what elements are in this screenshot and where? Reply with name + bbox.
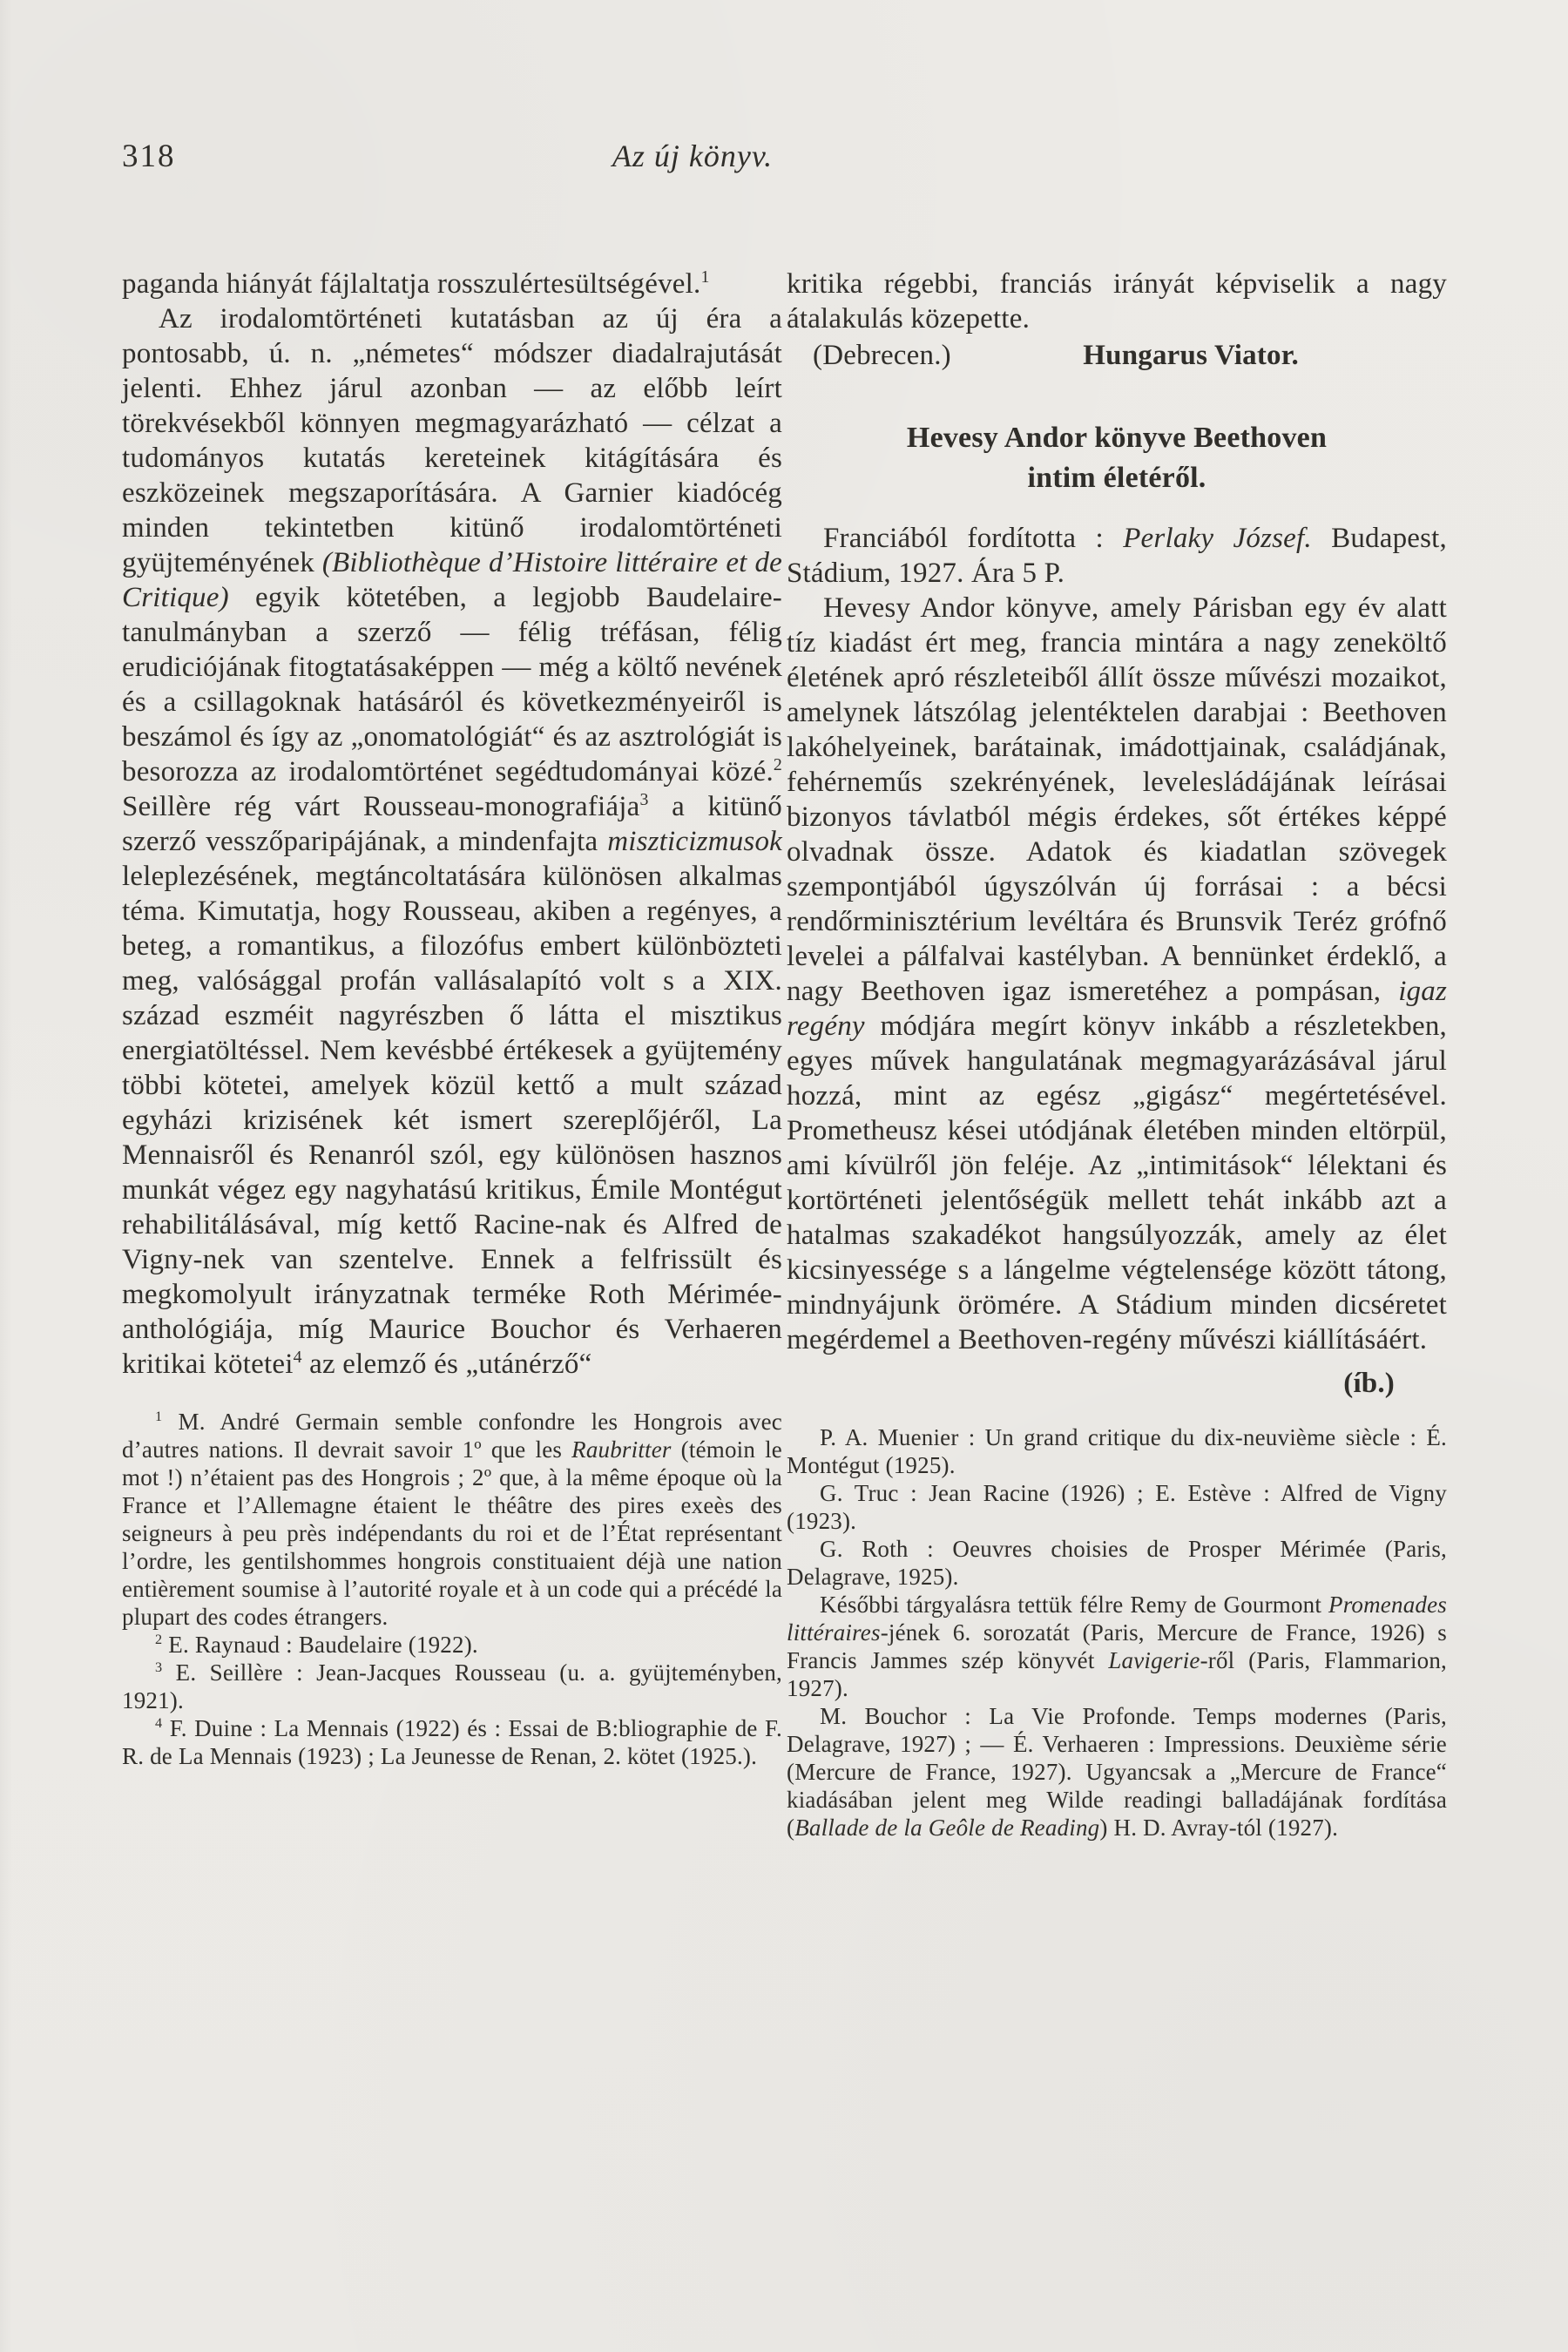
article-signature: (íb.) (1343, 1368, 1395, 1399)
right-intro-paragraph: kritika régebbi, franciás irányát képviselik a nagy átalakulás közepette. (787, 268, 1447, 335)
left-paragraph-continuation: paganda hiányát fájlaltatja rosszulértesültségével.$^1$ (122, 267, 710, 300)
article-title-line1: Hevesy Andor könyve Beethoven (906, 422, 1328, 454)
page-number: 318 (122, 139, 176, 174)
bibliography-item-4: Későbbi tárgyalásra tettük félre Remy de Gourmont Promenades littéraires-jének 6. sorozatát (Paris, Mercure de France, 1926) s Francis Jammes szép könyvét Lavigerie-ről (Paris, Flammarion, 1927). (787, 1592, 1447, 1701)
running-head: Az új könyv. (612, 139, 774, 173)
left-column (122, 267, 782, 1770)
bibliography-item-1: P. A. Muenier : Un grand critique du dix-neuvième siècle : É. Montégut (1925). (787, 1424, 1447, 1478)
bibliography-item-5: M. Bouchor : La Vie Profonde. Temps modernes (Paris, Delagrave, 1927) ; — É. Verhaeren : Impressions. Deuxième série (Mercure de France, 1927). Ugyancsak a „Mercure de France“ kiadásában jelent meg Wilde readingi balladájának fordítása (Ballade de la Geôle de Reading) H. D. Avray-tól (1927). (787, 1703, 1447, 1841)
left-paragraph-main: Az irodalomtörténeti kutatásban az új éra a pontosabb, ú. n. „németes“ módszer diadalrajutását jelenti. Ehhez járul azonban — az előbb leírt törekvésekből könnyen megmagyarázható — célzat a tudományos kutatás kereteinek kitágítására és eszközeinek megszaporítására. A Garnier kiadócég minden tekintetben kitünő irodalomtörténeti gyüjteményének (Bibliothèque d’Histoire littéraire et de Critique) egyik kötetében, a legjobb Baudelaire-tanulmányban a szerző — félig tréfásan, félig erudiciójának fitogtatásaképpen — még a költő nevének és a csillagoknak hatásáról és következményeiről is beszámol és így az „onomatológiát“ és az asztrológiát is besorozza az irodalomtörténet segédtudományai közé.$^2$ Seillère rég várt Rousseau-monografiája$^3$ a kitünő szerző vesszőparipájának, a mindenfajta miszticizmusok leleplezésének, megtáncoltatására különösen alkalmas téma. Kimutatja, hogy Rousseau, akiben a regényes, a beteg, a romantikus, a filozófus embert különbözteti meg, valósággal profán vallásalapító volt s a XIX. század eszméit nagyrészben ő látta el misztikus energiatöltéssel. Nem kevésbbé értékesek a gyüjtemény többi kötetei, amelyek közül kettő a mult század egyházi krizisének két ismert szereplőjéről, La Mennaisről és Renanról szól, egy különösen hasznos munkát végez egy nagyhatású kritikus, Émile Montégut rehabilitálásával, míg kettő Racine-nak és Alfred de Vigny-nek van szentelve. Ennek a felfrissült és megkomolyult irányzatnak terméke Roth Mérimée-anthológiája, míg Maurice Bouchor és Verhaeren kritikai kötetei$^4$ az elemző és „utánérző“ (122, 303, 782, 1380)
bibliography-item-3: G. Roth : Oeuvres choisies de Prosper Mérimée (Paris, Delagrave, 1925). (787, 1536, 1447, 1590)
byline-place: (Debrecen.) (813, 340, 951, 371)
footnote-3: $^3$ E. Seillère : Jean-Jacques Rousseau (u. a. gyüjteményben, 1921). (122, 1659, 782, 1713)
article-title (787, 418, 1447, 498)
footnotes-block (122, 1408, 782, 1770)
article-title-line2: intim életéről. (1027, 462, 1206, 494)
footnote-4: $^4$ F. Duine : La Mennais (1922) és : Essai de B:bliographie de F. R. de La Mennais (1923) ; La Jeunesse de Renan, 2. kötet (1925.). (122, 1715, 782, 1769)
byline-author: Hungarus Viator. (1083, 340, 1299, 371)
bibliography-block (787, 1423, 1447, 1842)
footnote-1: $^1$ M. André Germain semble confondre les Hongrois avec d’autres nations. Il devrait savoir 1º que les Raubritter (témoin le mot !) n’étaient pas des Hongrois ; 2º que, à la même époque où la France et l’Allemagne étaient le théâtre des pires exeès des seigneurs à peu près indépendants du roi et de l’État représentant l’ordre, les gentilshommes hongrois constituaient déjà une nation entièrement soumise à l’autorité royale et à un code qui a précédé la plupart des codes étrangers. (122, 1409, 782, 1630)
article-imprint: Franciából fordította : Perlaky József. Budapest, Stádium, 1927. Ára 5 P. (787, 523, 1447, 589)
bibliography-item-2: G. Truc : Jean Racine (1926) ; E. Estève : Alfred de Vigny (1923). (787, 1480, 1447, 1534)
article-body: Hevesy Andor könyve, amely Párisban egy év alatt tíz kiadást ért meg, francia mintára a nagy zeneköltő életének apró részleteiből állít össze művészi mozaikot, amelynek látszólag jelentéktelen darabjai : Beethoven lakóhelyeinek, barátainak, imádottjainak, családjának, fehérneműs szekrényének, levelesládájának leírásai bizonyos távlatból mégis érdekes, sőt értékes képpé olvadnak össze. Adatok és kiadatlan szövegek szempontjából úgyszólván új forrásai : a bécsi rendőrminisztérium levéltára és Brunsvik Teréz grófnő levelei a pálfalvai kastélyban. A bennünket érdeklő, a nagy Beethoven igaz ismeretéhez a pompásan, igaz regény módjára megírt könyv inkább a részletekben, egyes művek hangulatának megmagyarázásával járul hozzá, mint az egész „gigász“ megértetésével. Prometheusz kései utódjának életében minden eltörpül, ami kívülről jön feléje. Az „intimitások“ lélektani és kortörténeti jelentőségük mellett tehát inkább azt a hatalmas szakadékot hangsúlyozzák, amely az élet kicsinyessége s a lángelme végtelensége között tátong, mindnyájunk örömére. A Stádium minden dicséretet megérdemel a Beethoven-regény művészi kiállításáért. (787, 592, 1447, 1355)
right-column (787, 267, 1447, 1842)
byline-row (787, 336, 1447, 373)
footnote-2: $^2$ E. Raynaud : Baudelaire (1922). (155, 1632, 478, 1658)
